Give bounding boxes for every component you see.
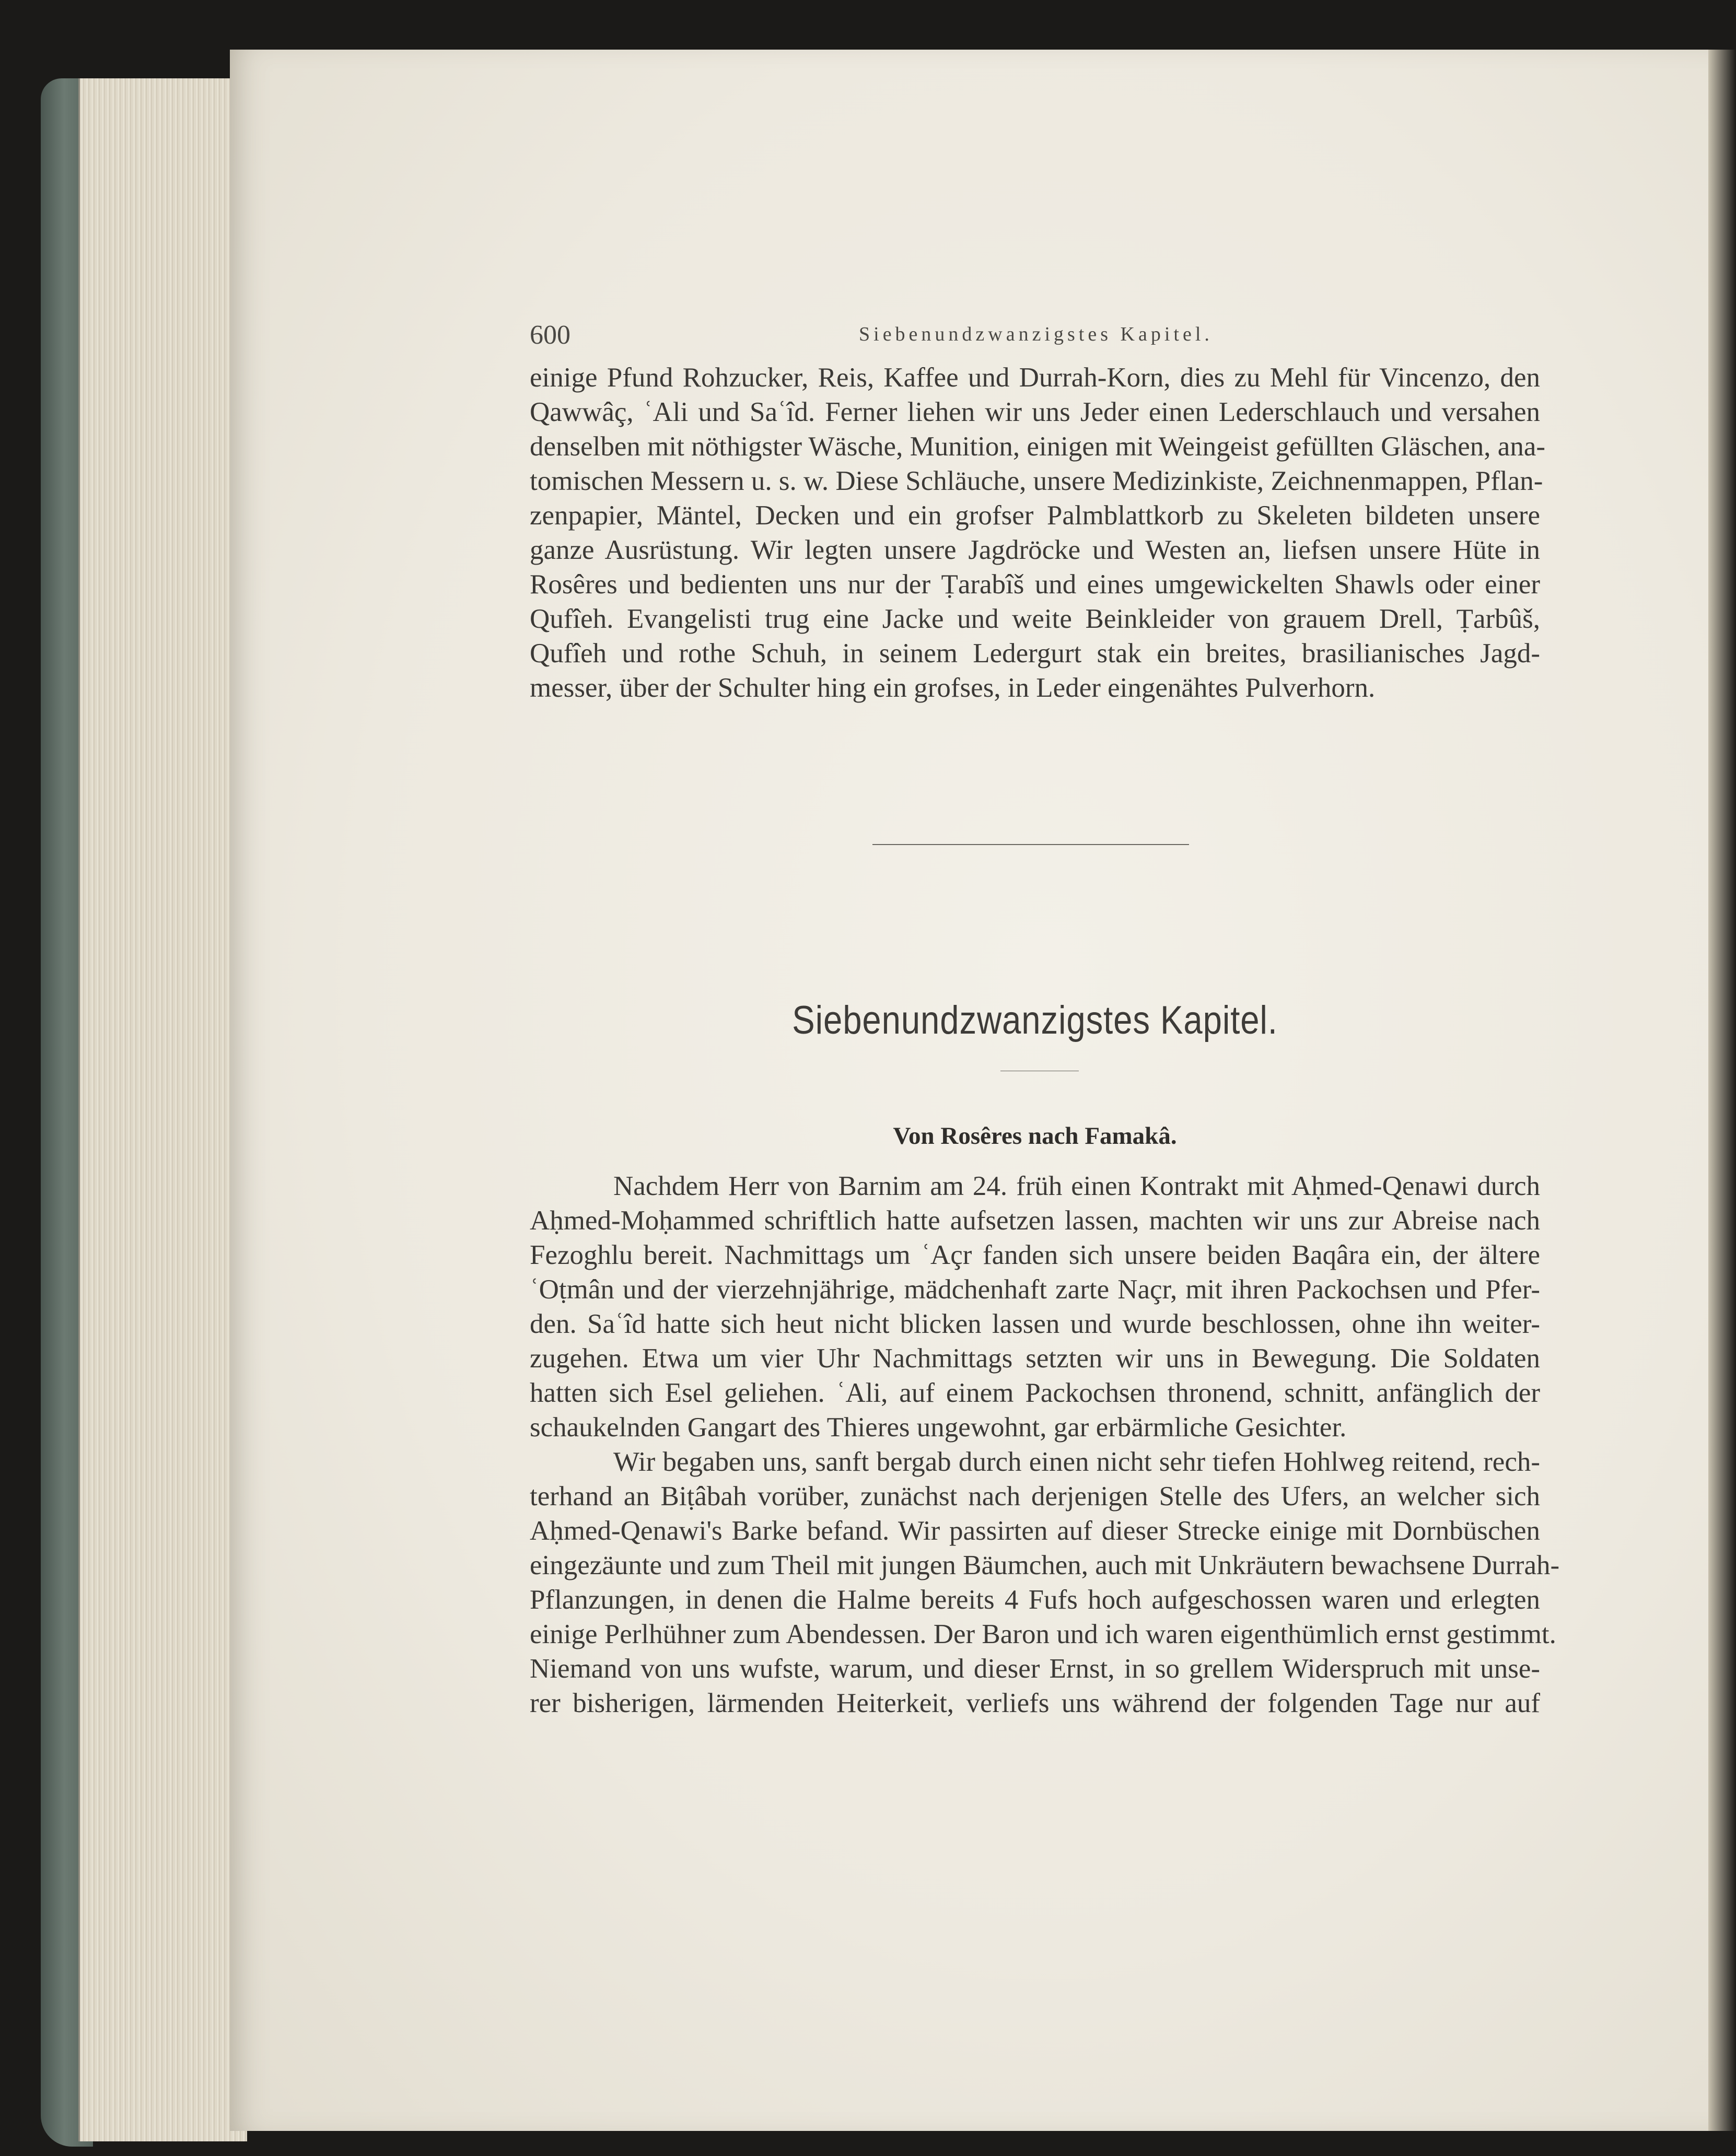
text-line: eingezäunte und zum Theil mit jungen Bäumchen, auch mit Unkräutern bewachsene Durrah- xyxy=(530,1550,1560,1580)
paragraph-2 xyxy=(530,1445,1560,1720)
page-right-edge xyxy=(1708,50,1736,2131)
text-line: denselben mit nöthigster Wäsche, Munition, einigen mit Weingeist gefüllten Gläschen, ana- xyxy=(530,431,1545,462)
text-line: rer bisherigen, lärmenden Heiterkeit, verliefs uns während der folgenden Tage nur auf xyxy=(530,1688,1540,1718)
text-line: hatten sich Esel geliehen. ʿAli, auf einem Packochsen thronend, schnitt, anfänglich der xyxy=(530,1378,1540,1408)
text-line: den. Saʿîd hatte sich heut nicht blicken lassen und wurde beschlossen, ohne ihn weiter- xyxy=(530,1309,1540,1339)
paragraph-top xyxy=(530,360,1545,705)
text-line: terhand an Biṭâbah vorüber, zunächst nach derjenigen Stelle des Ufers, an welcher sich xyxy=(530,1481,1540,1511)
text-line: Qufîeh. Evangelisti trug eine Jacke und weite Beinkleider von grauem Drell, Ṭarbûš, xyxy=(530,604,1540,634)
text-line: messer, über der Schulter hing ein grofses, in Leder eingenähtes Pulverhorn. xyxy=(530,673,1376,703)
page-header xyxy=(530,320,1540,356)
text-line: Qawwâç, ʿAli und Saʿîd. Ferner liehen wir uns Jeder einen Lederschlauch und versahen xyxy=(530,397,1540,427)
text-line: Rosêres und bedienten uns nur der Ṭarabîš und eines umgewickelten Shawls oder einer xyxy=(530,569,1540,600)
text-line: Pflanzungen, in denen die Halme bereits 4 Fufs hoch aufgeschossen waren und erlegten xyxy=(530,1585,1540,1615)
text-line: Wir begaben uns, sanft bergab durch einen nicht sehr tiefen Hohlweg reitend, rech- xyxy=(613,1447,1540,1477)
text-line: schaukelnden Gangart des Thieres ungewohnt, gar erbärmliche Gesichter. xyxy=(530,1412,1347,1443)
text-line: tomischen Messern u. s. w. Diese Schläuche, unsere Medizinkiste, Zeichnenmappen, Pflan- xyxy=(530,466,1543,496)
text-line: Fezoghlu bereit. Nachmittags um ʿAçr fanden sich unsere beiden Baqâra ein, der ältere xyxy=(530,1240,1540,1270)
text-line: Nachdem Herr von Barnim am 24. früh einen Kontrakt mit Aḥmed-Qenawi durch xyxy=(613,1171,1540,1201)
paragraph-1 xyxy=(530,1169,1540,1445)
text-line: Qufîeh und rothe Schuh, in seinem Ledergurt stak ein breites, brasilianisches Jagd- xyxy=(530,638,1540,669)
page-number: 600 xyxy=(530,320,570,350)
running-title: Siebenundzwanzigstes Kapitel. xyxy=(859,323,1213,345)
section-title: Von Rosêres nach Famakâ. xyxy=(893,1122,1177,1150)
section-divider xyxy=(872,844,1189,845)
text-line: Niemand von uns wufste, warum, und dieser Ernst, in so grellem Widerspruch mit unse- xyxy=(530,1654,1540,1684)
text-line: Aḥmed-Moḥammed schriftlich hatte aufsetzen lassen, machten wir uns zur Abreise nach xyxy=(530,1205,1540,1236)
text-line: Aḥmed-Qenawi's Barke befand. Wir passirten auf dieser Strecke einige mit Dornbüschen xyxy=(530,1516,1540,1546)
text-line: einige Pfund Rohzucker, Reis, Kaffee und Durrah-Korn, dies zu Mehl für Vincenzo, den xyxy=(530,362,1540,393)
text-line: ʿOṭmân und der vierzehnjährige, mädchenhaft zarte Naçr, mit ihren Packochsen und Pfer- xyxy=(530,1274,1540,1305)
page-edges xyxy=(78,78,247,2141)
chapter-title: Siebenundzwanzigstes Kapitel. xyxy=(792,998,1278,1042)
text-line: zugehen. Etwa um vier Uhr Nachmittags setzten wir uns in Bewegung. Die Soldaten xyxy=(530,1343,1540,1374)
text-line: einige Perlhühner zum Abendessen. Der Baron und ich waren eigenthümlich ernst gestimmt. xyxy=(530,1619,1556,1649)
text-line: ganze Ausrüstung. Wir legten unsere Jagdröcke und Westen an, liefsen unsere Hüte in xyxy=(530,535,1540,565)
text-line: zenpapier, Mäntel, Decken und ein grofser Palmblattkorb zu Skeleten bildeten unsere xyxy=(530,500,1540,531)
